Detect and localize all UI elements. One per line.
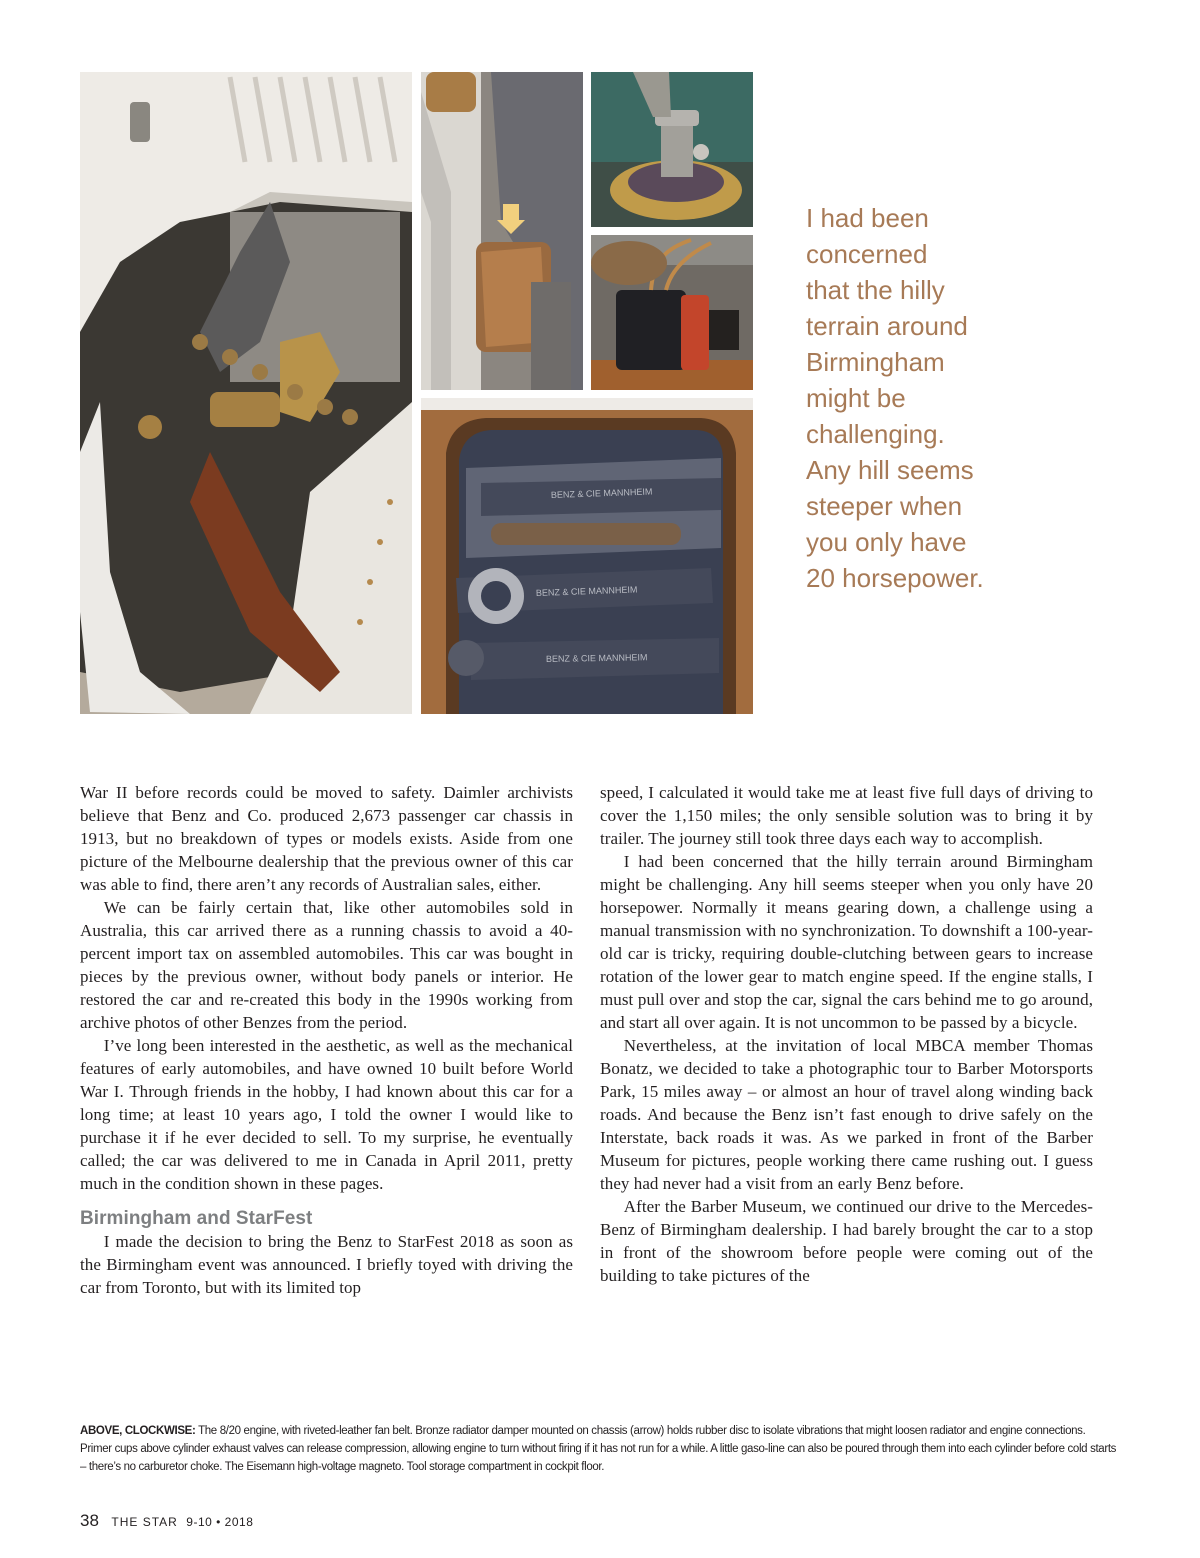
pull-quote-line: terrain around	[806, 311, 968, 341]
pull-quote-line: that the hilly	[806, 275, 945, 305]
body-column-right	[600, 781, 1093, 1287]
body-paragraph: Nevertheless, at the invitation of local MBCA member Thomas Bonatz, we decided to take a photographic tour to Barber Motorsports Park, 15 miles away – or almost an hour of travel along winding back roads. And because the Benz isn’t fast enough to drive safely on the Interstate, back roads it was. As we parked in front of the Barber Museum for pictures, people working there came rushing out. I guess they had never had a visit from an early Benz before.	[600, 1036, 1093, 1193]
body-paragraph: We can be fairly certain that, like other automobiles sold in Australia, this car arrived there as a running chassis to avoid a 40-percent import tax on assembled automobiles. This car was bought in pieces by the previous owner, without body panels or interior. He restored the car and re-created this body in the 1990s working from archive photos of other Benzes from the period.	[80, 898, 573, 1032]
body-paragraph: I had been concerned that the hilly terrain around Birmingham might be challenging. Any hill seems steeper when you only have 20 horsepower. Normally it means gearing down, a challenge using a manual transmission with no synchronization. To downshift a 100-year-old car is tricky, requiring double-clutching between gears to increase rotation of the lower gear to match engine speed. If the engine stalls, I must pull over and stop the car, signal the cars behind me to go around, and start all over again. It is not uncommon to be passed by a bicycle.	[600, 852, 1093, 1032]
body-column-left	[80, 781, 573, 1299]
pull-quote-line: concerned	[806, 239, 928, 269]
pull-quote-line: Birmingham	[806, 347, 945, 377]
photo-primer-cup	[591, 72, 753, 227]
photo-caption	[80, 1422, 1120, 1476]
caption-lead: ABOVE, CLOCKWISE:	[80, 1425, 196, 1437]
body-paragraph: I made the decision to bring the Benz to StarFest 2018 as soon as the Birmingham event was announced. I briefly toyed with driving the car from Toronto, but with its limited top	[80, 1232, 573, 1297]
pull-quote-line: might be	[806, 383, 906, 413]
photo-magneto	[591, 235, 753, 390]
pull-quote	[806, 200, 1136, 596]
pull-quote-line: challenging.	[806, 419, 945, 449]
page-footer	[80, 1511, 253, 1531]
pull-quote-line: Any hill seems	[806, 455, 974, 485]
pull-quote-line: I had been	[806, 203, 929, 233]
body-paragraph: speed, I calculated it would take me at least five full days of driving to cover the 1,150 miles; the only sensible solution was to bring it by trailer. The journey still took three days each way to accomplish.	[600, 783, 1093, 848]
caption-text: The 8/20 engine, with riveted-leather fan belt. Bronze radiator damper mounted on chassis (arrow) holds rubber disc to isolate vibrations that might loosen radiator and engine connections. Primer cups above cylinder exhaust valves can release compression, allowing engine to turn without firing if it has not run for a while. A little gaso-line can also be poured through them into each cylinder before cold starts – there’s no carburetor choke. The Eisemann high-voltage magneto. Tool storage compartment in cockpit floor.	[80, 1425, 1117, 1473]
pull-quote-line: you only have	[806, 527, 967, 557]
photo-engine-bay	[80, 72, 412, 714]
page-number: 38	[80, 1511, 99, 1530]
pull-quote-line: 20 horsepower.	[806, 563, 984, 593]
tool-stamp-1: BENZ & CIE MANNHEIM	[550, 486, 653, 500]
body-paragraph: War II before records could be moved to safety. Daimler archivists believe that Benz and Co. produced 2,673 passenger car chassis in 1913, but no breakdown of types or models exists. Aside from one picture of the Melbourne dealership that the previous owner of this car was able to find, there aren’t any records of Australian sales, either.	[80, 783, 573, 894]
pull-quote-line: steeper when	[806, 491, 963, 521]
tool-stamp-3: BENZ & CIE MANNHEIM	[545, 652, 648, 664]
tool-stamp-2: BENZ & CIE MANNHEIM	[535, 584, 638, 598]
body-paragraph: I’ve long been interested in the aesthetic, as well as the mechanical features of early automobiles, and have owned 10 built before World War I. Through friends in the hobby, I had known about this car for a long time; at least 10 years ago, I told the owner I would like to purchase it if he ever decided to sell. To my surprise, he eventually called; the car was delivered to me in Canada in April 2011, pretty much in the condition shown in these pages.	[80, 1036, 573, 1193]
photo-tool-compartment	[421, 398, 753, 714]
issue-date: 9-10 • 2018	[186, 1515, 254, 1529]
magazine-name: THE STAR	[111, 1515, 178, 1529]
photo-radiator-damper	[421, 72, 583, 390]
body-paragraph: After the Barber Museum, we continued our drive to the Mercedes-Benz of Birmingham dealership. I had barely brought the car to a stop in front of the showroom before people were coming out of the building to take pictures of the	[600, 1197, 1093, 1285]
section-heading: Birmingham and StarFest	[80, 1208, 313, 1229]
